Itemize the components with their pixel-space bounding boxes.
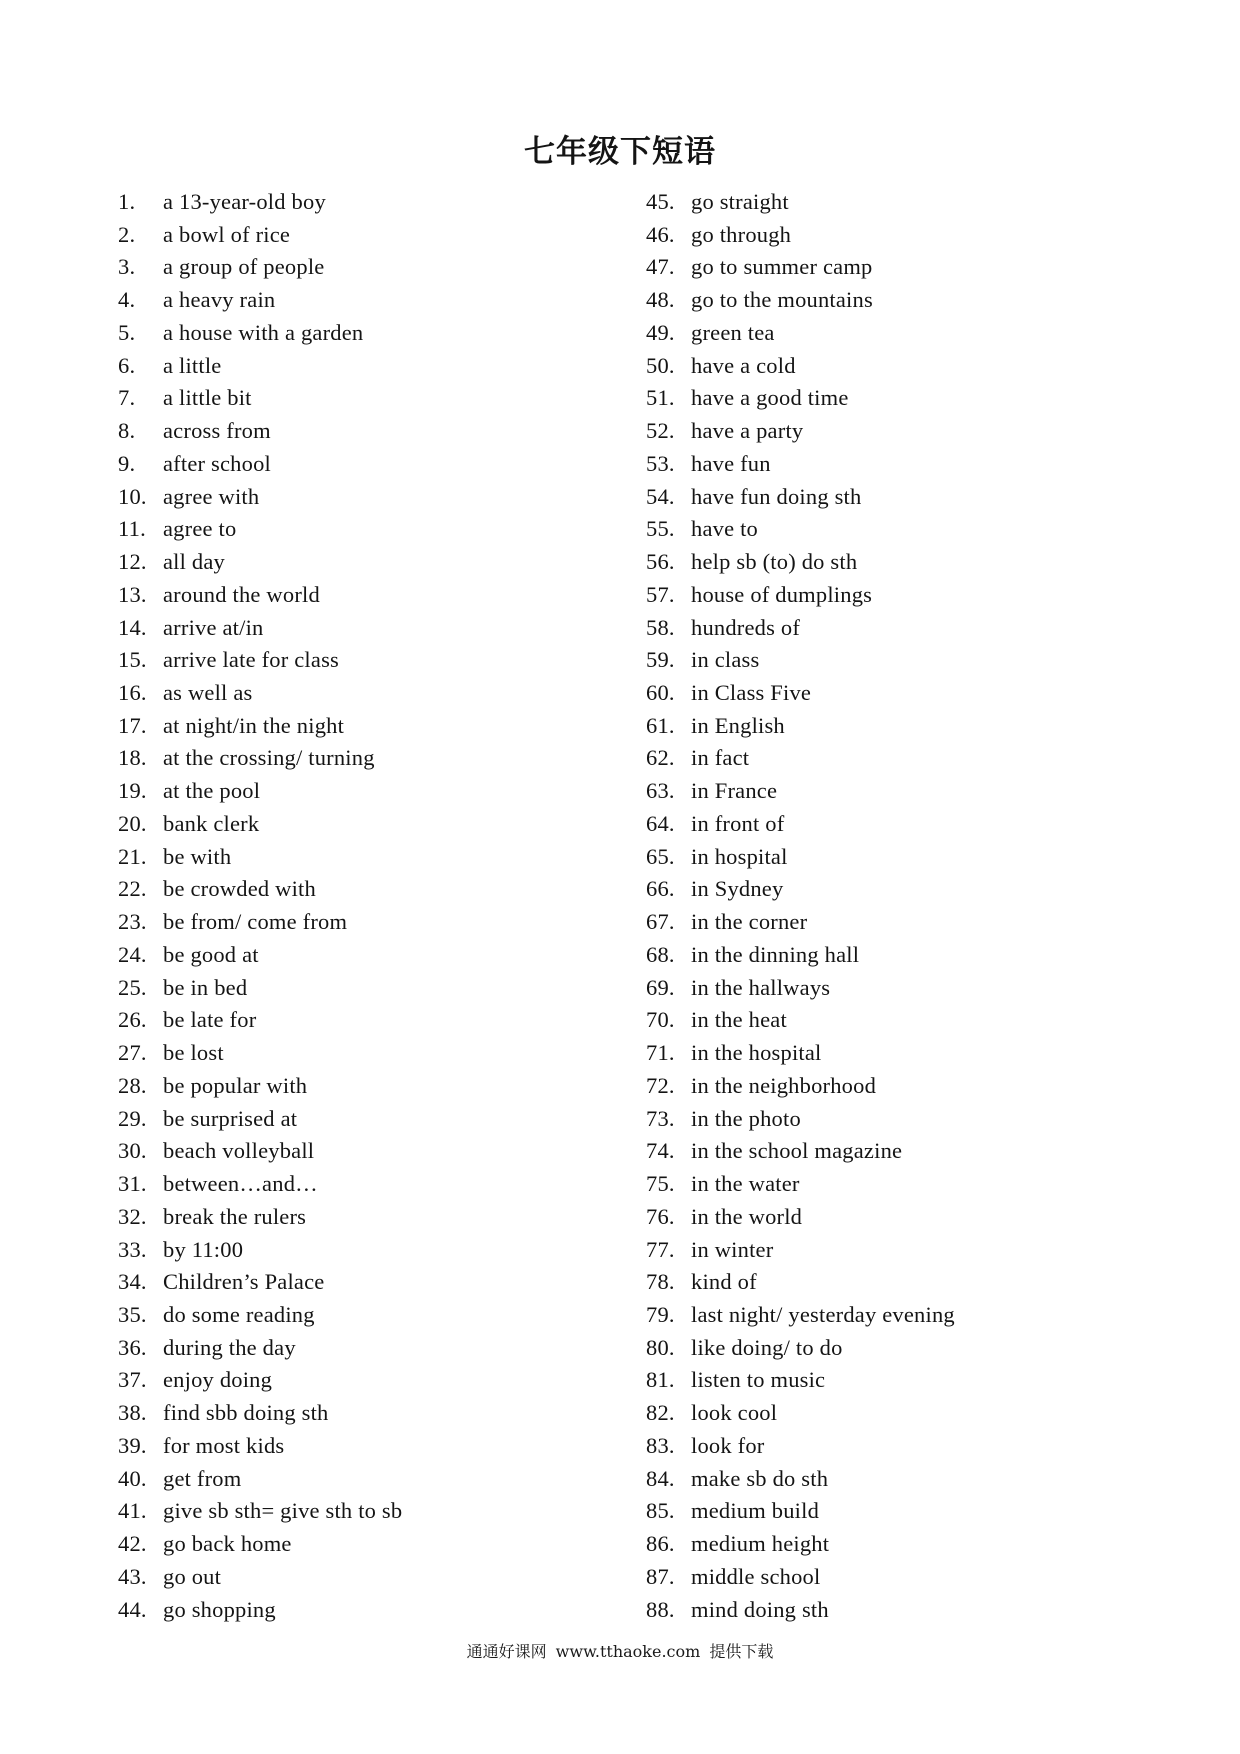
phrase-number: 51. <box>646 385 675 411</box>
phrase-number: 1. <box>118 189 136 214</box>
phrase-item <box>118 1103 402 1136</box>
phrase-text: break the rulers <box>163 1203 307 1229</box>
phrase-item <box>118 1561 402 1594</box>
phrase-item <box>118 906 402 939</box>
phrase-text: go shopping <box>163 1596 276 1622</box>
phrase-text: agree to <box>163 516 237 542</box>
phrase-number: 44. <box>118 1596 147 1622</box>
phrase-text: for most kids <box>163 1432 285 1458</box>
phrase-item <box>118 317 402 350</box>
phrase-number: 85. <box>646 1498 675 1524</box>
phrase-text: in the dinning hall <box>691 941 860 967</box>
phrase-item <box>646 219 955 252</box>
phrase-number: 81. <box>646 1367 675 1393</box>
phrase-number: 3. <box>118 254 136 280</box>
phrase-text: house of dumplings <box>691 581 873 607</box>
phrase-number: 29. <box>118 1105 147 1131</box>
phrase-number: 27. <box>118 1040 147 1066</box>
phrase-number: 79. <box>646 1301 675 1327</box>
phrase-number: 46. <box>646 221 675 247</box>
phrase-number: 24. <box>118 941 147 967</box>
phrase-text: go out <box>163 1563 222 1589</box>
phrase-item <box>646 1430 955 1463</box>
phrase-item <box>646 775 955 808</box>
phrase-number: 88. <box>646 1596 675 1622</box>
phrase-text: a heavy rain <box>163 287 276 313</box>
phrase-number: 49. <box>646 319 675 345</box>
phrase-item <box>646 1103 955 1136</box>
phrase-number: 48. <box>646 287 675 313</box>
phrase-item <box>646 1397 955 1430</box>
phrase-number: 74. <box>646 1138 675 1164</box>
phrase-text: hundreds of <box>691 614 801 640</box>
phrase-item <box>118 1594 402 1627</box>
phrase-item <box>646 1463 955 1496</box>
phrase-item <box>118 350 402 383</box>
phrase-text: listen to music <box>691 1367 826 1393</box>
phrase-item <box>118 1397 402 1430</box>
phrase-number: 73. <box>646 1105 675 1131</box>
phrase-text: in France <box>691 778 778 804</box>
phrase-text: have fun <box>691 450 771 476</box>
phrase-text: in hospital <box>691 843 788 869</box>
phrase-item <box>646 481 955 514</box>
phrase-text: be good at <box>163 941 259 967</box>
phrase-text: after school <box>163 450 271 476</box>
phrase-text: a bowl of rice <box>163 221 291 247</box>
phrase-number: 87. <box>646 1563 675 1589</box>
phrase-number: 63. <box>646 778 675 804</box>
phrase-text: be in bed <box>163 974 248 1000</box>
phrase-number: 54. <box>646 483 675 509</box>
phrase-item <box>646 284 955 317</box>
phrase-number: 22. <box>118 876 147 902</box>
phrase-text: Children’s Palace <box>163 1269 325 1295</box>
phrase-number: 43. <box>118 1563 147 1589</box>
phrase-item <box>646 710 955 743</box>
phrase-text: make sb do sth <box>691 1465 829 1491</box>
phrase-item <box>646 906 955 939</box>
phrase-text: in the photo <box>691 1105 801 1131</box>
phrase-item <box>646 251 955 284</box>
phrase-number: 58. <box>646 614 675 640</box>
phrase-number: 47. <box>646 254 675 280</box>
phrase-item <box>118 415 402 448</box>
phrase-number: 9. <box>118 450 136 476</box>
phrase-text: have a cold <box>691 352 796 378</box>
phrase-text: between…and… <box>163 1171 318 1197</box>
phrase-text: in the corner <box>691 909 808 935</box>
phrase-text: have a party <box>691 418 804 444</box>
phrase-item <box>646 1135 955 1168</box>
phrase-item <box>118 841 402 874</box>
phrase-item <box>118 382 402 415</box>
phrase-text: go straight <box>691 189 789 214</box>
phrase-number: 78. <box>646 1269 675 1295</box>
phrase-text: find sbb doing sth <box>163 1400 329 1426</box>
phrase-text: in Class Five <box>691 680 812 706</box>
phrase-number: 65. <box>646 843 675 869</box>
phrase-text: go to summer camp <box>691 254 873 280</box>
phrase-number: 11. <box>118 516 146 542</box>
phrase-item <box>118 939 402 972</box>
phrase-item <box>646 612 955 645</box>
phrase-item <box>646 1528 955 1561</box>
phrase-number: 38. <box>118 1400 147 1426</box>
phrase-text: have to <box>691 516 758 542</box>
phrase-number: 69. <box>646 974 675 1000</box>
phrase-text: in Sydney <box>691 876 784 902</box>
phrase-number: 59. <box>646 647 675 673</box>
phrase-number: 76. <box>646 1203 675 1229</box>
phrase-item <box>118 1364 402 1397</box>
phrase-item <box>118 808 402 841</box>
phrase-number: 34. <box>118 1269 147 1295</box>
phrase-text: give sb sth= give sth to sb <box>163 1498 403 1524</box>
phrase-item <box>118 742 402 775</box>
phrase-text: like doing/ to do <box>691 1334 843 1360</box>
phrase-item <box>118 1201 402 1234</box>
phrase-text: look cool <box>691 1400 778 1426</box>
phrase-number: 66. <box>646 876 675 902</box>
phrase-item <box>118 579 402 612</box>
phrase-number: 7. <box>118 385 136 411</box>
phrase-item <box>118 677 402 710</box>
phrase-text: look for <box>691 1432 765 1458</box>
phrase-number: 15. <box>118 647 147 673</box>
phrase-item <box>646 742 955 775</box>
phrase-number: 37. <box>118 1367 147 1393</box>
phrase-number: 21. <box>118 843 147 869</box>
phrase-text: have a good time <box>691 385 849 411</box>
phrase-number: 19. <box>118 778 147 804</box>
phrase-number: 28. <box>118 1072 147 1098</box>
phrase-item <box>118 1168 402 1201</box>
phrase-item <box>646 1266 955 1299</box>
phrase-number: 32. <box>118 1203 147 1229</box>
phrase-text: go back home <box>163 1531 292 1557</box>
phrase-number: 80. <box>646 1334 675 1360</box>
phrase-number: 45. <box>646 189 675 214</box>
phrase-number: 40. <box>118 1465 147 1491</box>
phrase-text: be crowded with <box>163 876 316 902</box>
phrase-text: a little <box>163 352 222 378</box>
phrase-number: 53. <box>646 450 675 476</box>
phrase-item <box>646 415 955 448</box>
phrase-text: in winter <box>691 1236 774 1262</box>
phrase-item <box>118 1037 402 1070</box>
phrase-text: be lost <box>163 1040 224 1066</box>
phrase-item <box>646 1594 955 1627</box>
phrase-item <box>118 873 402 906</box>
phrase-item <box>646 1364 955 1397</box>
phrase-item <box>646 644 955 677</box>
phrase-item <box>646 972 955 1005</box>
phrase-text: in the world <box>691 1203 803 1229</box>
phrase-text: kind of <box>691 1269 757 1295</box>
phrase-item <box>118 251 402 284</box>
phrase-text: around the world <box>163 581 320 607</box>
phrase-item <box>646 382 955 415</box>
phrase-item <box>118 775 402 808</box>
phrase-number: 30. <box>118 1138 147 1164</box>
phrase-number: 14. <box>118 614 147 640</box>
phrase-number: 64. <box>646 810 675 836</box>
phrase-text: green tea <box>691 319 775 345</box>
phrase-text: be popular with <box>163 1072 308 1098</box>
phrase-text: in fact <box>691 745 750 771</box>
phrase-number: 25. <box>118 974 147 1000</box>
phrase-item <box>118 186 402 219</box>
phrase-text: beach volleyball <box>163 1138 315 1164</box>
phrase-text: medium build <box>691 1498 820 1524</box>
phrase-text: during the day <box>163 1334 296 1360</box>
phrase-text: in the neighborhood <box>691 1072 877 1098</box>
phrase-item <box>646 841 955 874</box>
phrase-text: a little bit <box>163 385 252 411</box>
phrase-text: a 13-year-old boy <box>163 189 326 214</box>
phrase-text: be with <box>163 843 232 869</box>
phrase-item <box>646 808 955 841</box>
phrase-number: 50. <box>646 352 675 378</box>
phrase-text: a group of people <box>163 254 325 280</box>
phrase-text: a house with a garden <box>163 319 364 345</box>
phrase-item <box>646 1495 955 1528</box>
phrase-text: arrive late for class <box>163 647 339 673</box>
page-title: 七年级下短语 <box>524 134 716 170</box>
phrase-number: 39. <box>118 1432 147 1458</box>
phrase-number: 75. <box>646 1171 675 1197</box>
phrase-item <box>118 1528 402 1561</box>
phrase-list-right <box>646 186 955 1626</box>
phrase-number: 84. <box>646 1465 675 1491</box>
phrase-item <box>646 1004 955 1037</box>
phrase-item <box>118 1135 402 1168</box>
phrase-text: at the crossing/ turning <box>163 745 375 771</box>
phrase-number: 55. <box>646 516 675 542</box>
phrase-text: in the heat <box>691 1007 787 1033</box>
phrase-text: last night/ yesterday evening <box>691 1301 955 1327</box>
phrase-text: be late for <box>163 1007 257 1033</box>
phrase-item <box>118 481 402 514</box>
phrase-item <box>118 1234 402 1267</box>
phrase-text: in class <box>691 647 760 673</box>
phrase-number: 82. <box>646 1400 675 1426</box>
phrase-item <box>646 1561 955 1594</box>
phrase-number: 23. <box>118 909 147 935</box>
phrase-item <box>118 1463 402 1496</box>
phrase-text: at the pool <box>163 778 261 804</box>
phrase-number: 35. <box>118 1301 147 1327</box>
phrase-number: 62. <box>646 745 675 771</box>
phrase-number: 41. <box>118 1498 147 1524</box>
phrase-item <box>118 1004 402 1037</box>
phrase-number: 12. <box>118 549 147 575</box>
phrase-number: 52. <box>646 418 675 444</box>
phrase-number: 56. <box>646 549 675 575</box>
phrase-text: all day <box>163 549 226 575</box>
phrase-item <box>118 546 402 579</box>
phrase-number: 68. <box>646 941 675 967</box>
phrase-item <box>646 1201 955 1234</box>
phrase-item <box>118 972 402 1005</box>
phrase-text: by 11:00 <box>163 1236 244 1262</box>
phrase-item <box>646 1234 955 1267</box>
phrase-item <box>646 448 955 481</box>
phrase-item <box>646 513 955 546</box>
phrase-text: as well as <box>163 680 253 706</box>
phrase-item <box>118 1332 402 1365</box>
phrase-text: get from <box>163 1465 242 1491</box>
phrase-number: 33. <box>118 1236 147 1262</box>
phrase-number: 70. <box>646 1007 675 1033</box>
phrase-item <box>118 219 402 252</box>
phrase-text: in the water <box>691 1171 800 1197</box>
phrase-text: middle school <box>691 1563 821 1589</box>
phrase-item <box>118 710 402 743</box>
phrase-item <box>646 1299 955 1332</box>
phrase-item <box>118 448 402 481</box>
phrase-number: 71. <box>646 1040 675 1066</box>
phrase-item <box>646 579 955 612</box>
phrase-text: go through <box>691 221 792 247</box>
phrase-item <box>646 317 955 350</box>
phrase-number: 57. <box>646 581 675 607</box>
phrase-text: help sb (to) do sth <box>691 549 858 575</box>
phrase-item <box>646 546 955 579</box>
phrase-number: 42. <box>118 1531 147 1557</box>
phrase-text: across from <box>163 418 271 444</box>
phrase-text: bank clerk <box>163 810 260 836</box>
phrase-number: 6. <box>118 352 136 378</box>
phrase-number: 5. <box>118 319 136 345</box>
phrase-number: 61. <box>646 712 675 738</box>
phrase-item <box>118 1070 402 1103</box>
phrase-number: 20. <box>118 810 147 836</box>
phrase-number: 17. <box>118 712 147 738</box>
phrase-text: in the hospital <box>691 1040 822 1066</box>
phrase-number: 86. <box>646 1531 675 1557</box>
phrase-item <box>646 677 955 710</box>
phrase-text: enjoy doing <box>163 1367 273 1393</box>
phrase-list-left <box>118 186 402 1626</box>
phrase-text: in the school magazine <box>691 1138 903 1164</box>
phrase-number: 72. <box>646 1072 675 1098</box>
phrase-number: 60. <box>646 680 675 706</box>
phrase-text: at night/in the night <box>163 712 345 738</box>
phrase-number: 77. <box>646 1236 675 1262</box>
phrase-item <box>646 1037 955 1070</box>
phrase-number: 13. <box>118 581 147 607</box>
phrase-item <box>646 873 955 906</box>
phrase-item <box>118 1495 402 1528</box>
phrase-text: go to the mountains <box>691 287 873 313</box>
phrase-item <box>646 186 955 219</box>
phrase-text: arrive at/in <box>163 614 264 640</box>
phrase-number: 31. <box>118 1171 147 1197</box>
phrase-text: do some reading <box>163 1301 315 1327</box>
phrase-item <box>646 1332 955 1365</box>
phrase-item <box>646 939 955 972</box>
phrase-item <box>118 1266 402 1299</box>
page-footer: 通通好课网 www.tthaoke.com 提供下载 <box>466 1642 774 1661</box>
phrase-text: in English <box>691 712 785 738</box>
phrase-text: be from/ come from <box>163 909 348 935</box>
phrase-number: 16. <box>118 680 147 706</box>
phrase-text: in front of <box>691 810 785 836</box>
phrase-item <box>118 644 402 677</box>
phrase-text: have fun doing sth <box>691 483 862 509</box>
phrase-text: agree with <box>163 483 260 509</box>
phrase-number: 2. <box>118 221 136 247</box>
phrase-item <box>118 1299 402 1332</box>
phrase-text: medium height <box>691 1531 830 1557</box>
phrase-item <box>118 284 402 317</box>
phrase-number: 26. <box>118 1007 147 1033</box>
phrase-number: 18. <box>118 745 147 771</box>
phrase-text: in the hallways <box>691 974 831 1000</box>
phrase-number: 8. <box>118 418 136 444</box>
phrase-number: 67. <box>646 909 675 935</box>
phrase-text: mind doing sth <box>691 1596 829 1622</box>
phrase-item <box>118 612 402 645</box>
phrase-item <box>118 513 402 546</box>
phrase-number: 36. <box>118 1334 147 1360</box>
phrase-number: 83. <box>646 1432 675 1458</box>
phrase-text: be surprised at <box>163 1105 298 1131</box>
phrase-item <box>646 1168 955 1201</box>
phrase-item <box>646 1070 955 1103</box>
phrase-item <box>118 1430 402 1463</box>
phrase-number: 10. <box>118 483 147 509</box>
phrase-number: 4. <box>118 287 136 313</box>
phrase-item <box>646 350 955 383</box>
